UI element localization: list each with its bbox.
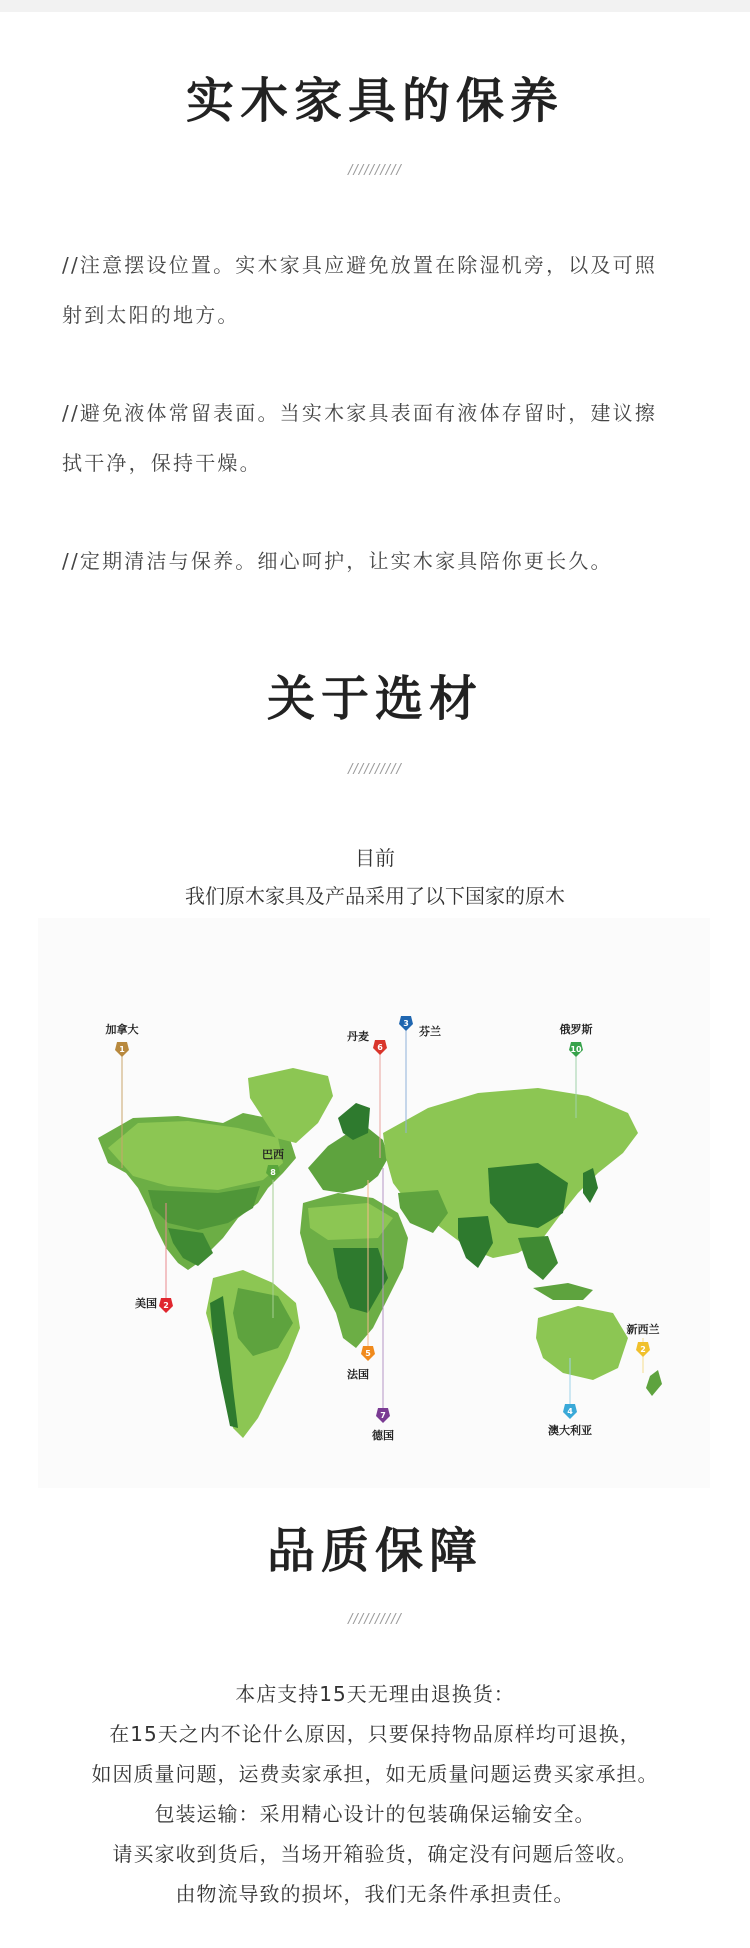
pin-num-usa: 2 [163, 1301, 169, 1310]
care-line-2: 射到太阳的地方。 [62, 303, 240, 327]
material-divider: ////////// [348, 762, 402, 777]
pin-num-germany: 7 [380, 1411, 386, 1420]
label-finland: 芬兰 [419, 1025, 441, 1038]
label-usa: 美国 [135, 1297, 157, 1310]
material-intro-1: 目前 [355, 846, 395, 870]
care-title: 实木家具的保养 [185, 73, 564, 129]
care-line-1: //注意摆设位置。实木家具应避免放置在除湿机旁，以及可照 [62, 253, 658, 277]
pin-num-finland: 3 [403, 1019, 409, 1028]
top-band [0, 0, 750, 12]
world-map [38, 918, 710, 1488]
quality-line-6: 由物流导致的损坏，我们无条件承担责任。 [175, 1882, 575, 1906]
pin-num-brazil: 8 [270, 1168, 276, 1177]
label-brazil: 巴西 [262, 1148, 284, 1161]
care-line-3: //避免液体常留表面。当实木家具表面有液体存留时，建议擦 [62, 401, 658, 425]
quality-line-4: 包装运输：采用精心设计的包装确保运输安全。 [154, 1802, 596, 1826]
pin-num-canada: 1 [119, 1045, 125, 1054]
quality-line-5: 请买家收到货后，当场开箱验货，确定没有问题后签收。 [112, 1842, 638, 1866]
label-canada: 加拿大 [105, 1023, 139, 1036]
pin-new-zealand [627, 1322, 660, 1373]
quality-line-2: 在15天之内不论什么原因，只要保持物品原样均可退换， [109, 1722, 641, 1746]
pin-num-france: 5 [365, 1349, 371, 1358]
quality-line-3: 如因质量问题，运费卖家承担，如无质量问题运费买家承担。 [91, 1762, 659, 1786]
label-denmark: 丹麦 [347, 1030, 369, 1043]
label-france: 法国 [347, 1368, 369, 1381]
southeast-asia-region [518, 1236, 558, 1280]
pin-num-russia: 10 [570, 1045, 582, 1054]
pin-num-new-zealand: 2 [640, 1345, 646, 1354]
pin-num-denmark: 6 [377, 1043, 383, 1052]
label-australia: 澳大利亚 [548, 1424, 592, 1437]
label-new-zealand: 新西兰 [626, 1323, 660, 1336]
material-title: 关于选材 [266, 671, 483, 727]
new-zealand-landmass [646, 1370, 662, 1396]
indonesia-region [533, 1283, 593, 1300]
care-divider: ////////// [348, 163, 402, 178]
quality-title: 品质保障 [266, 1523, 483, 1579]
label-germany: 德国 [372, 1429, 394, 1442]
pin-num-australia: 4 [567, 1407, 573, 1416]
quality-divider: ////////// [348, 1612, 402, 1627]
australia-landmass [536, 1306, 628, 1380]
label-russia: 俄罗斯 [559, 1023, 593, 1036]
care-line-4: 拭干净，保持干燥。 [62, 451, 262, 475]
material-intro-2: 我们原木家具及产品采用了以下国家的原木 [185, 884, 565, 908]
care-line-5: //定期清洁与保养。细心呵护，让实木家具陪你更长久。 [62, 549, 613, 573]
quality-line-1: 本店支持15天无理由退换货： [235, 1682, 515, 1706]
europe-landmass [308, 1128, 388, 1193]
india-region [458, 1216, 493, 1268]
